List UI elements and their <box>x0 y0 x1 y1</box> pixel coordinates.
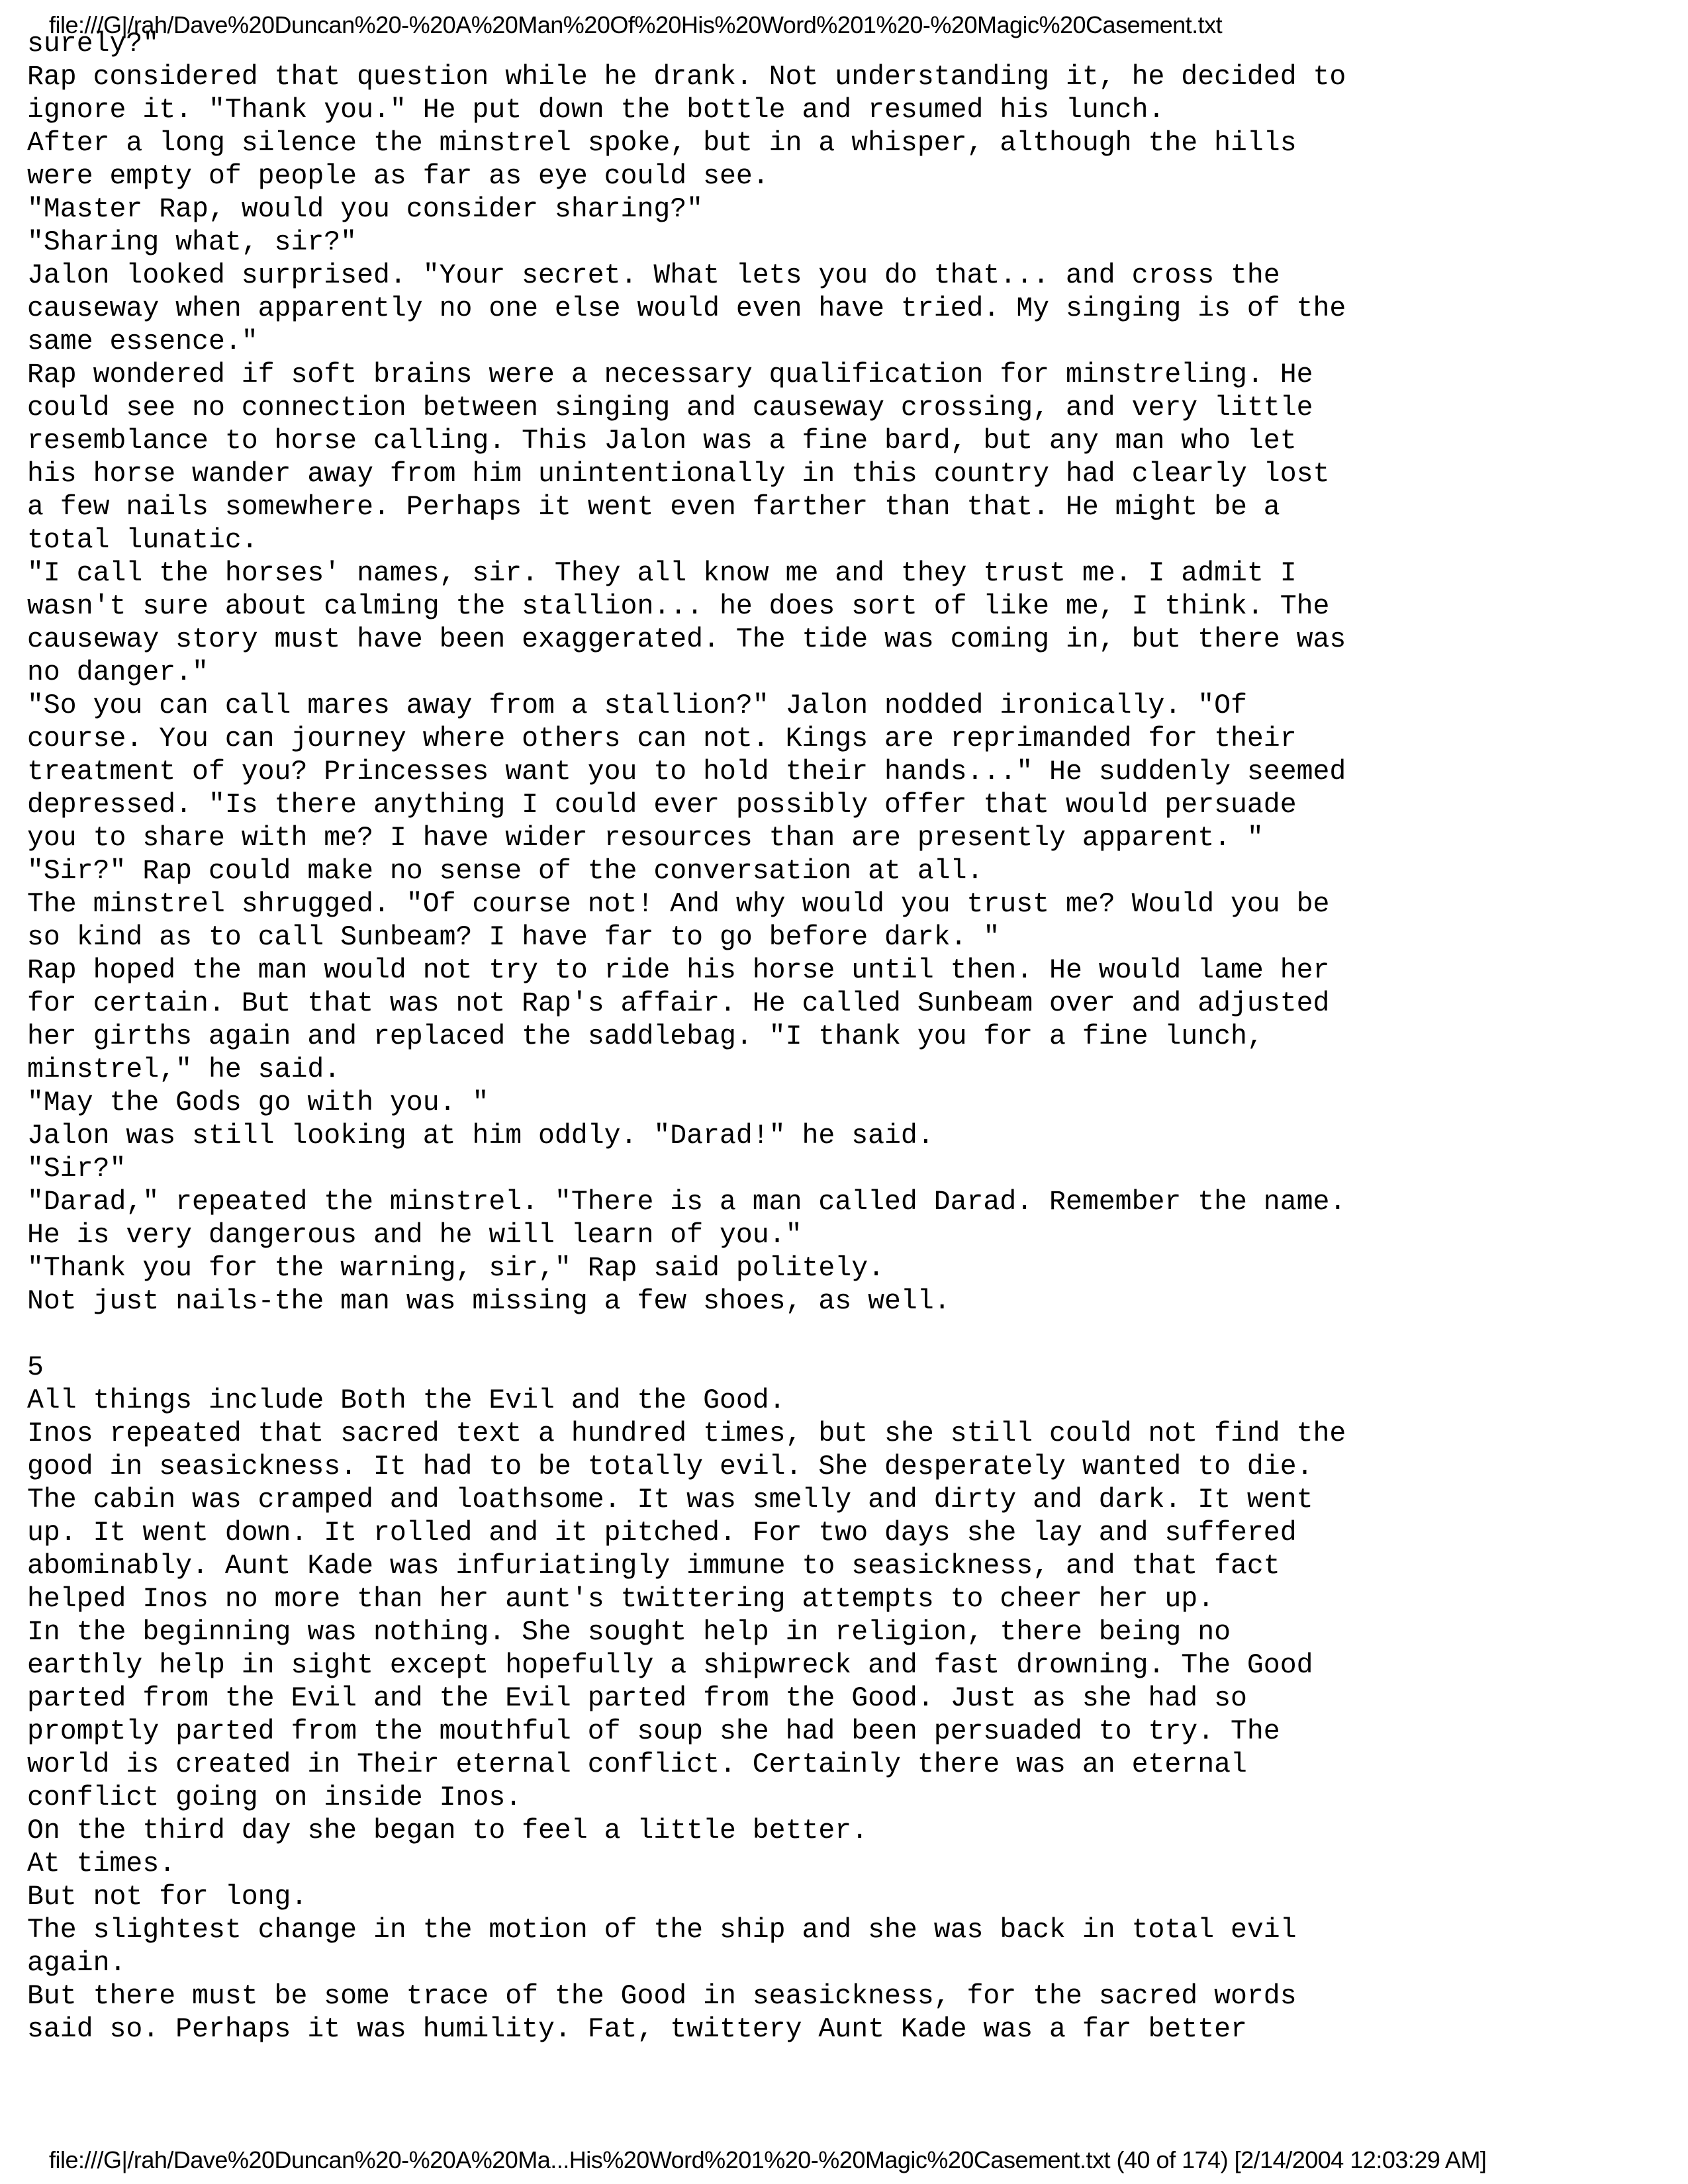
text-line: After a long silence the minstrel spoke, but in a whisper, although the hills <box>27 128 1297 159</box>
text-line: Inos repeated that sacred text a hundred times, but she still could not find the <box>27 1418 1346 1449</box>
text-line: promptly parted from the mouthful of soup she had been persuaded to try. The <box>27 1716 1280 1747</box>
text-line: minstrel," he said. <box>27 1054 341 1085</box>
text-line: conflict going on inside Inos. <box>27 1782 522 1813</box>
text-line: depressed. "Is there anything I could ever possibly offer that would persuade <box>27 790 1297 821</box>
text-line: "Sharing what, sir?" <box>27 227 357 258</box>
text-line: helped Inos no more than her aunt's twittering attempts to cheer her up. <box>27 1584 1215 1615</box>
text-line: a few nails somewhere. Perhaps it went even farther than that. He might be a <box>27 492 1280 523</box>
text-line: The slightest change in the motion of the ship and she was back in total evil <box>27 1915 1297 1946</box>
text-line: "Thank you for the warning, sir," Rap said politely. <box>27 1253 885 1284</box>
text-line: But not for long. <box>27 1882 308 1913</box>
text-line: "Sir?" <box>27 1154 126 1185</box>
page-header-path: file:///G|/rah/Dave%20Duncan%20-%20A%20Man%20Of%20His%20Word%201%20-%20Magic%20Casement.txt <box>49 11 1223 38</box>
text-line: could see no connection between singing and causeway crossing, and very little <box>27 392 1313 424</box>
text-line: treatment of you? Princesses want you to hold their hands..." He suddenly seemed <box>27 756 1346 788</box>
text-line: her girths again and replaced the saddlebag. "I thank you for a fine lunch, <box>27 1021 1264 1052</box>
text-line: Rap wondered if soft brains were a necessary qualification for minstreling. He <box>27 359 1313 390</box>
text-line: no danger." <box>27 657 209 688</box>
text-line: same essence." <box>27 326 258 357</box>
text-line: In the beginning was nothing. She sought help in religion, there being no <box>27 1617 1231 1648</box>
document-text <box>27 28 1656 2046</box>
text-line: "Master Rap, would you consider sharing?" <box>27 194 704 225</box>
text-line: But there must be some trace of the Good in seasickness, for the sacred words <box>27 1981 1297 2012</box>
text-line: "Darad," repeated the minstrel. "There is a man called Darad. Remember the name. <box>27 1187 1346 1218</box>
text-line: his horse wander away from him unintentionally in this country had clearly lost <box>27 459 1330 490</box>
text-line: The cabin was cramped and loathsome. It was smelly and dirty and dark. It went <box>27 1484 1313 1516</box>
text-line: Jalon was still looking at him oddly. "Darad!" he said. <box>27 1120 934 1152</box>
text-line: good in seasickness. It had to be totally evil. She desperately wanted to die. <box>27 1451 1313 1482</box>
text-line <box>27 1318 1656 1351</box>
text-line: On the third day she began to feel a little better. <box>27 1815 868 1846</box>
text-line: The minstrel shrugged. "Of course not! And why would you trust me? Would you be <box>27 889 1330 920</box>
text-line: All things include Both the Evil and the Good. <box>27 1385 786 1416</box>
text-line: causeway when apparently no one else would even have tried. My singing is of the <box>27 293 1346 324</box>
text-line: ignore it. "Thank you." He put down the bottle and resumed his lunch. <box>27 95 1165 126</box>
text-line: said so. Perhaps it was humility. Fat, twittery Aunt Kade was a far better <box>27 2014 1247 2045</box>
text-line: 5 <box>27 1352 44 1383</box>
text-line: causeway story must have been exaggerated. The tide was coming in, but there was <box>27 624 1346 655</box>
text-line: again. <box>27 1948 126 1979</box>
text-line: At times. <box>27 1848 176 1880</box>
text-line: Rap considered that question while he drank. Not understanding it, he decided to <box>27 62 1346 93</box>
text-line: earthly help in sight except hopefully a shipwreck and fast drowning. The Good <box>27 1650 1313 1681</box>
text-line: were empty of people as far as eye could see. <box>27 161 769 192</box>
text-line: so kind as to call Sunbeam? I have far to go before dark. " <box>27 922 1000 953</box>
text-line: Jalon looked surprised. "Your secret. What lets you do that... and cross the <box>27 260 1280 291</box>
text-line: resemblance to horse calling. This Jalon was a fine bard, but any man who let <box>27 426 1297 457</box>
text-line: abominably. Aunt Kade was infuriatingly immune to seasickness, and that fact <box>27 1551 1280 1582</box>
text-line: wasn't sure about calming the stallion... he does sort of like me, I think. The <box>27 591 1330 622</box>
text-line: world is created in Their eternal conflict. Certainly there was an eternal <box>27 1749 1247 1780</box>
text-line: parted from the Evil and the Evil parted from the Good. Just as she had so <box>27 1683 1247 1714</box>
text-line: for certain. But that was not Rap's affair. He called Sunbeam over and adjusted <box>27 988 1330 1019</box>
text-line: He is very dangerous and he will learn of you." <box>27 1220 802 1251</box>
text-line: up. It went down. It rolled and it pitched. For two days she lay and suffered <box>27 1518 1297 1549</box>
text-line: Rap hoped the man would not try to ride his horse until then. He would lame her <box>27 955 1330 986</box>
text-line: "I call the horses' names, sir. They all know me and they trust me. I admit I <box>27 558 1297 589</box>
text-line: you to share with me? I have wider resources than are presently apparent. " <box>27 823 1264 854</box>
text-line: "Sir?" Rap could make no sense of the conversation at all. <box>27 856 984 887</box>
text-line: Not just nails-the man was missing a few shoes, as well. <box>27 1286 951 1317</box>
text-line: course. You can journey where others can not. Kings are reprimanded for their <box>27 723 1297 754</box>
text-line: surely?" <box>27 28 160 60</box>
page-footer: file:///G|/rah/Dave%20Duncan%20-%20A%20Ma...His%20Word%201%20-%20Magic%20Casement.txt (40 of 174) [2/14/2004 12:03:29 AM] <box>49 2146 1487 2173</box>
text-line: "May the Gods go with you. " <box>27 1087 489 1118</box>
text-line: total lunatic. <box>27 525 258 556</box>
text-line: "So you can call mares away from a stallion?" Jalon nodded ironically. "Of <box>27 690 1247 721</box>
